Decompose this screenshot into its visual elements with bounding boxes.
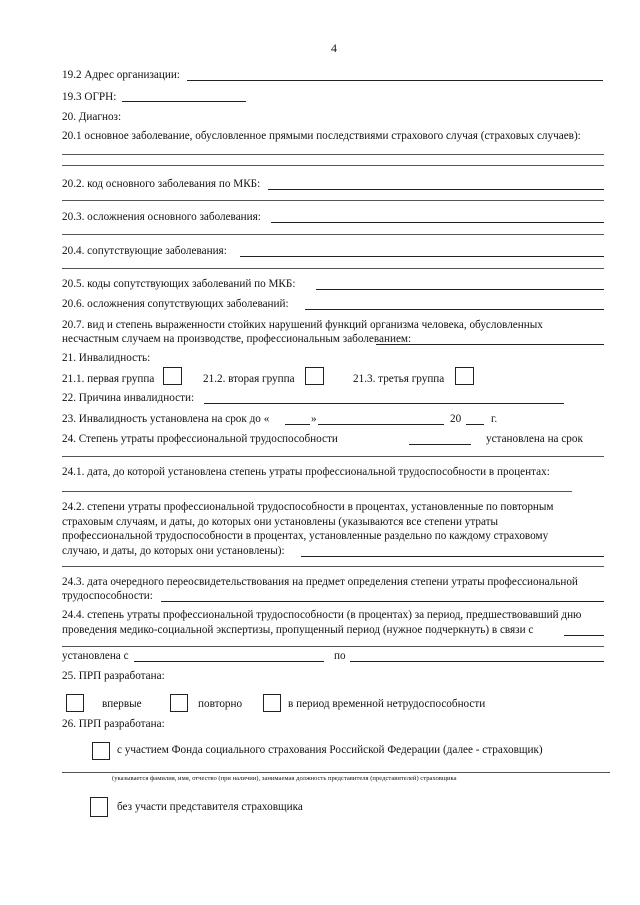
disability-term-month-field[interactable]: [318, 424, 444, 425]
main-disease-field-1[interactable]: [62, 154, 604, 155]
concomitant-complications-label: 20.6. осложнения сопутствующих заболеваний:: [62, 298, 289, 310]
diagnosis-heading: 20. Диагноз:: [62, 111, 122, 123]
prior-period-label-2: проведения медико-социальной экспертизы, пропущенный период (нужное подчеркнуть) в связи с: [62, 624, 534, 636]
work-capacity-loss-field[interactable]: [409, 444, 471, 445]
reexamination-label-1: 24.3. дата очередного переосвидетельствования на предмет определения степени утраты профессиональной: [62, 576, 578, 588]
repeat-cases-field-2[interactable]: [62, 566, 604, 567]
disability-group1-checkbox[interactable]: [163, 367, 182, 385]
work-capacity-loss-label: 24. Степень утраты профессиональной трудоспособности: [62, 433, 338, 445]
work-capacity-loss-tail: установлена на срок: [486, 433, 583, 445]
disability-group1-label: 21.1. первая группа: [62, 373, 155, 385]
org-address-field[interactable]: [187, 80, 603, 81]
established-from-field[interactable]: [134, 661, 324, 662]
prior-period-field[interactable]: [564, 635, 604, 636]
prior-period-label-1: 24.4. степень утраты профессиональной трудоспособности (в процентах) за период, предшествовавший дню: [62, 609, 582, 621]
main-disease-icd-field[interactable]: [268, 189, 604, 190]
disability-group2-checkbox[interactable]: [305, 367, 324, 385]
with-fss-checkbox[interactable]: [92, 742, 110, 760]
repeat-cases-field[interactable]: [301, 556, 604, 557]
main-complications-field-2[interactable]: [62, 234, 604, 235]
loss-date-label: 24.1. дата, до которой установлена степень утраты профессиональной трудоспособности в процентах:: [62, 466, 550, 478]
established-to-field[interactable]: [350, 661, 604, 662]
repeat-cases-label-3: профессиональной трудоспособности в процентах, установленные раздельно по каждому страховому: [62, 530, 549, 542]
prp-developed-label: 25. ПРП разработана:: [62, 670, 165, 682]
disability-heading: 21. Инвалидность:: [62, 352, 151, 364]
main-disease-field-2[interactable]: [62, 165, 604, 166]
concomitant-diseases-label: 20.4. сопутствующие заболевания:: [62, 245, 227, 257]
disability-term-quote: »: [311, 413, 317, 425]
insurer-representative-field[interactable]: [62, 772, 610, 773]
prp-first-label: впервые: [102, 698, 142, 710]
reexamination-field[interactable]: [161, 601, 604, 602]
established-from-label: установлена с: [62, 650, 129, 662]
ogrn-field[interactable]: [122, 101, 246, 102]
disability-group3-checkbox[interactable]: [455, 367, 474, 385]
reexamination-label-2: трудоспособности:: [62, 590, 153, 602]
concomitant-icd-field[interactable]: [316, 289, 604, 290]
with-fss-label: с участием Фонда социального страхования Российской Федерации (далее - страховщик): [117, 744, 543, 756]
insurer-representative-note: (указывается фамилия, имя, отчество (при наличии), занимаемая должность представителя (представителей) страховщика: [112, 775, 457, 782]
concomitant-complications-field[interactable]: [305, 309, 604, 310]
disability-term-century: 20: [450, 413, 462, 425]
main-disease-label: 20.1 основное заболевание, обусловленное прямыми последствиями страхового случая (страховых случаев):: [62, 130, 581, 142]
prp-repeat-checkbox[interactable]: [170, 694, 188, 712]
repeat-cases-label-4: случаю, и даты, до которых они установлены):: [62, 545, 285, 557]
concomitant-icd-label: 20.5. коды сопутствующих заболеваний по МКБ:: [62, 278, 296, 290]
repeat-cases-label-2: страховым случаям, и даты, до которых они установлены (указываются все степени утраты: [62, 516, 499, 528]
prp-developed-with-label: 26. ПРП разработана:: [62, 718, 165, 730]
disability-group2-label: 21.2. вторая группа: [203, 373, 295, 385]
impairment-field[interactable]: [376, 344, 604, 345]
impairment-label-1: 20.7. вид и степень выраженности стойких нарушений функций организма человека, обусловленных: [62, 319, 543, 331]
main-disease-icd-label: 20.2. код основного заболевания по МКБ:: [62, 178, 261, 190]
disability-term-year-field[interactable]: [466, 424, 484, 425]
concomitant-diseases-field-2[interactable]: [62, 268, 604, 269]
main-disease-icd-field-2[interactable]: [62, 200, 604, 201]
prp-first-checkbox[interactable]: [66, 694, 84, 712]
repeat-cases-label-1: 24.2. степени утраты профессиональной трудоспособности в процентах, установленные по повторным: [62, 501, 554, 513]
disability-group3-label: 21.3. третья группа: [353, 373, 445, 385]
disability-term-day-field[interactable]: [285, 424, 310, 425]
concomitant-diseases-field[interactable]: [240, 256, 604, 257]
prior-period-field-2[interactable]: [62, 646, 604, 647]
prp-during-incapacity-checkbox[interactable]: [263, 694, 281, 712]
established-to-label: по: [334, 650, 346, 662]
impairment-label-2: несчастным случаем на производстве, профессиональным заболеванием:: [62, 333, 412, 345]
page-number: 4: [331, 41, 337, 55]
prp-during-incapacity-label: в период временной нетрудоспособности: [288, 698, 486, 710]
disability-cause-label: 22. Причина инвалидности:: [62, 392, 195, 404]
loss-date-field[interactable]: [62, 491, 572, 492]
ogrn-label: 19.3 ОГРН:: [62, 91, 117, 103]
org-address-label: 19.2 Адрес организации:: [62, 69, 180, 81]
without-insurer-checkbox[interactable]: [90, 797, 108, 817]
main-complications-label: 20.3. осложнения основного заболевания:: [62, 211, 261, 223]
disability-term-label: 23. Инвалидность установлена на срок до «: [62, 413, 270, 425]
disability-cause-field[interactable]: [204, 403, 564, 404]
without-insurer-label: без участи представителя страховщика: [117, 801, 303, 813]
disability-term-year-suffix: г.: [491, 413, 498, 425]
main-complications-field[interactable]: [271, 222, 604, 223]
work-capacity-loss-field-2[interactable]: [62, 456, 604, 457]
prp-repeat-label: повторно: [198, 698, 243, 710]
